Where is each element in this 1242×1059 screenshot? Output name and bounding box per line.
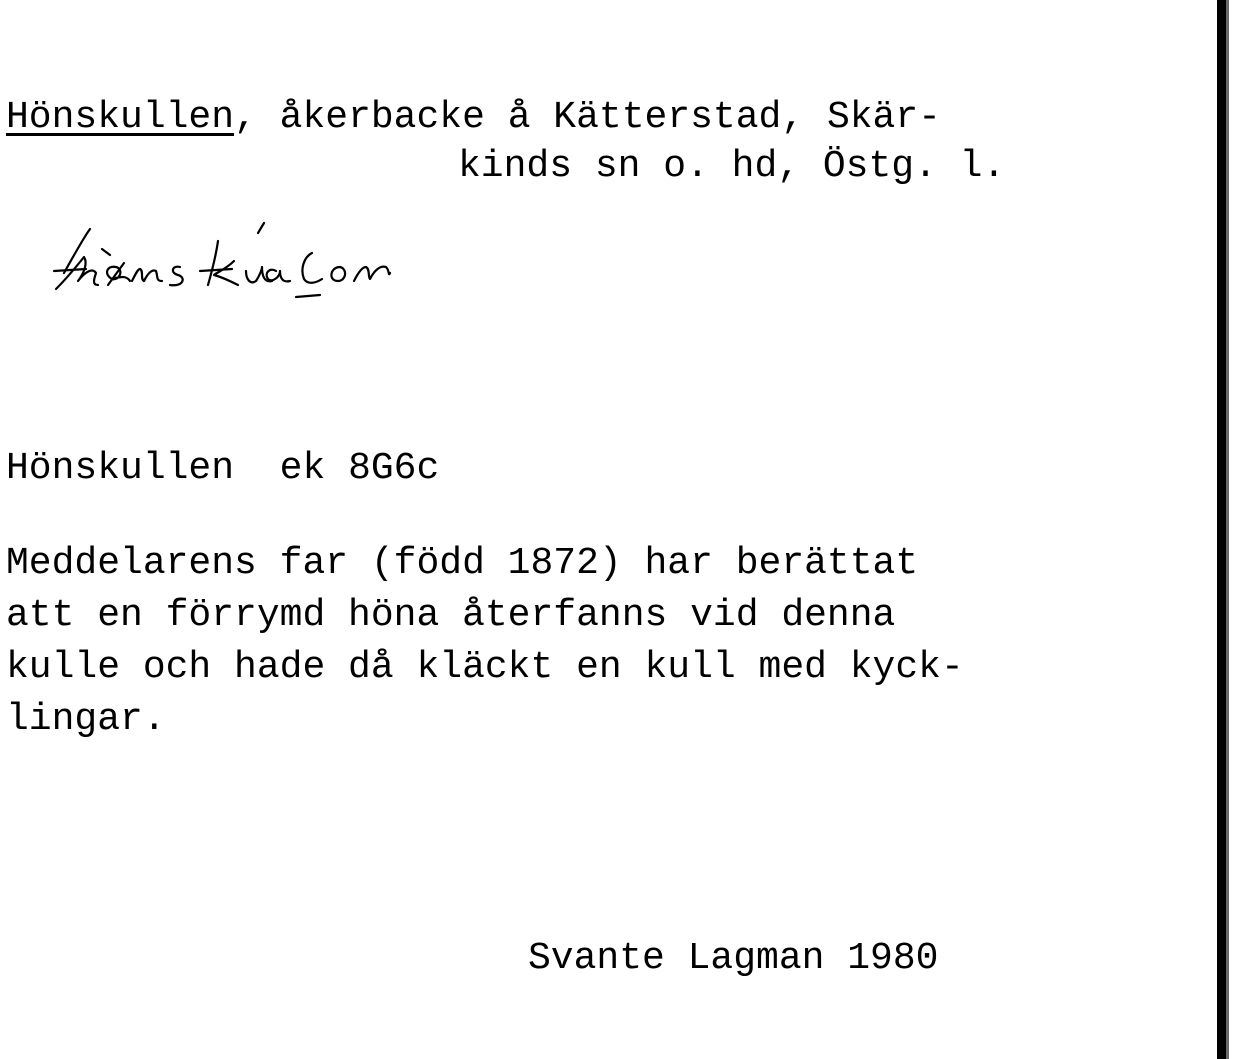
signature: Svante Lagman 1980 — [528, 937, 939, 980]
card-edge-shadow — [1226, 0, 1229, 1059]
body-line: lingar. — [6, 698, 166, 741]
entry-code: ek 8G6c — [279, 447, 440, 490]
heading-continuation: kinds sn o. hd, Östg. l. — [458, 145, 1006, 188]
handwritten-pronunciation — [50, 215, 470, 315]
entry-name: Hönskullen — [6, 447, 235, 490]
entry-line — [6, 447, 439, 491]
heading-line — [6, 96, 941, 140]
body-line: kulle och hade då kläckt en kull med kyck- — [6, 646, 964, 689]
body-line: Meddelarens far (född 1872) har berättat — [6, 542, 919, 585]
body-line: att en förrymd höna återfanns vid denna — [6, 594, 896, 637]
heading-term: Hönskullen — [6, 96, 235, 139]
card-edge — [1217, 0, 1226, 1059]
heading-description: , åkerbacke å Kätterstad, Skär- — [234, 96, 941, 139]
